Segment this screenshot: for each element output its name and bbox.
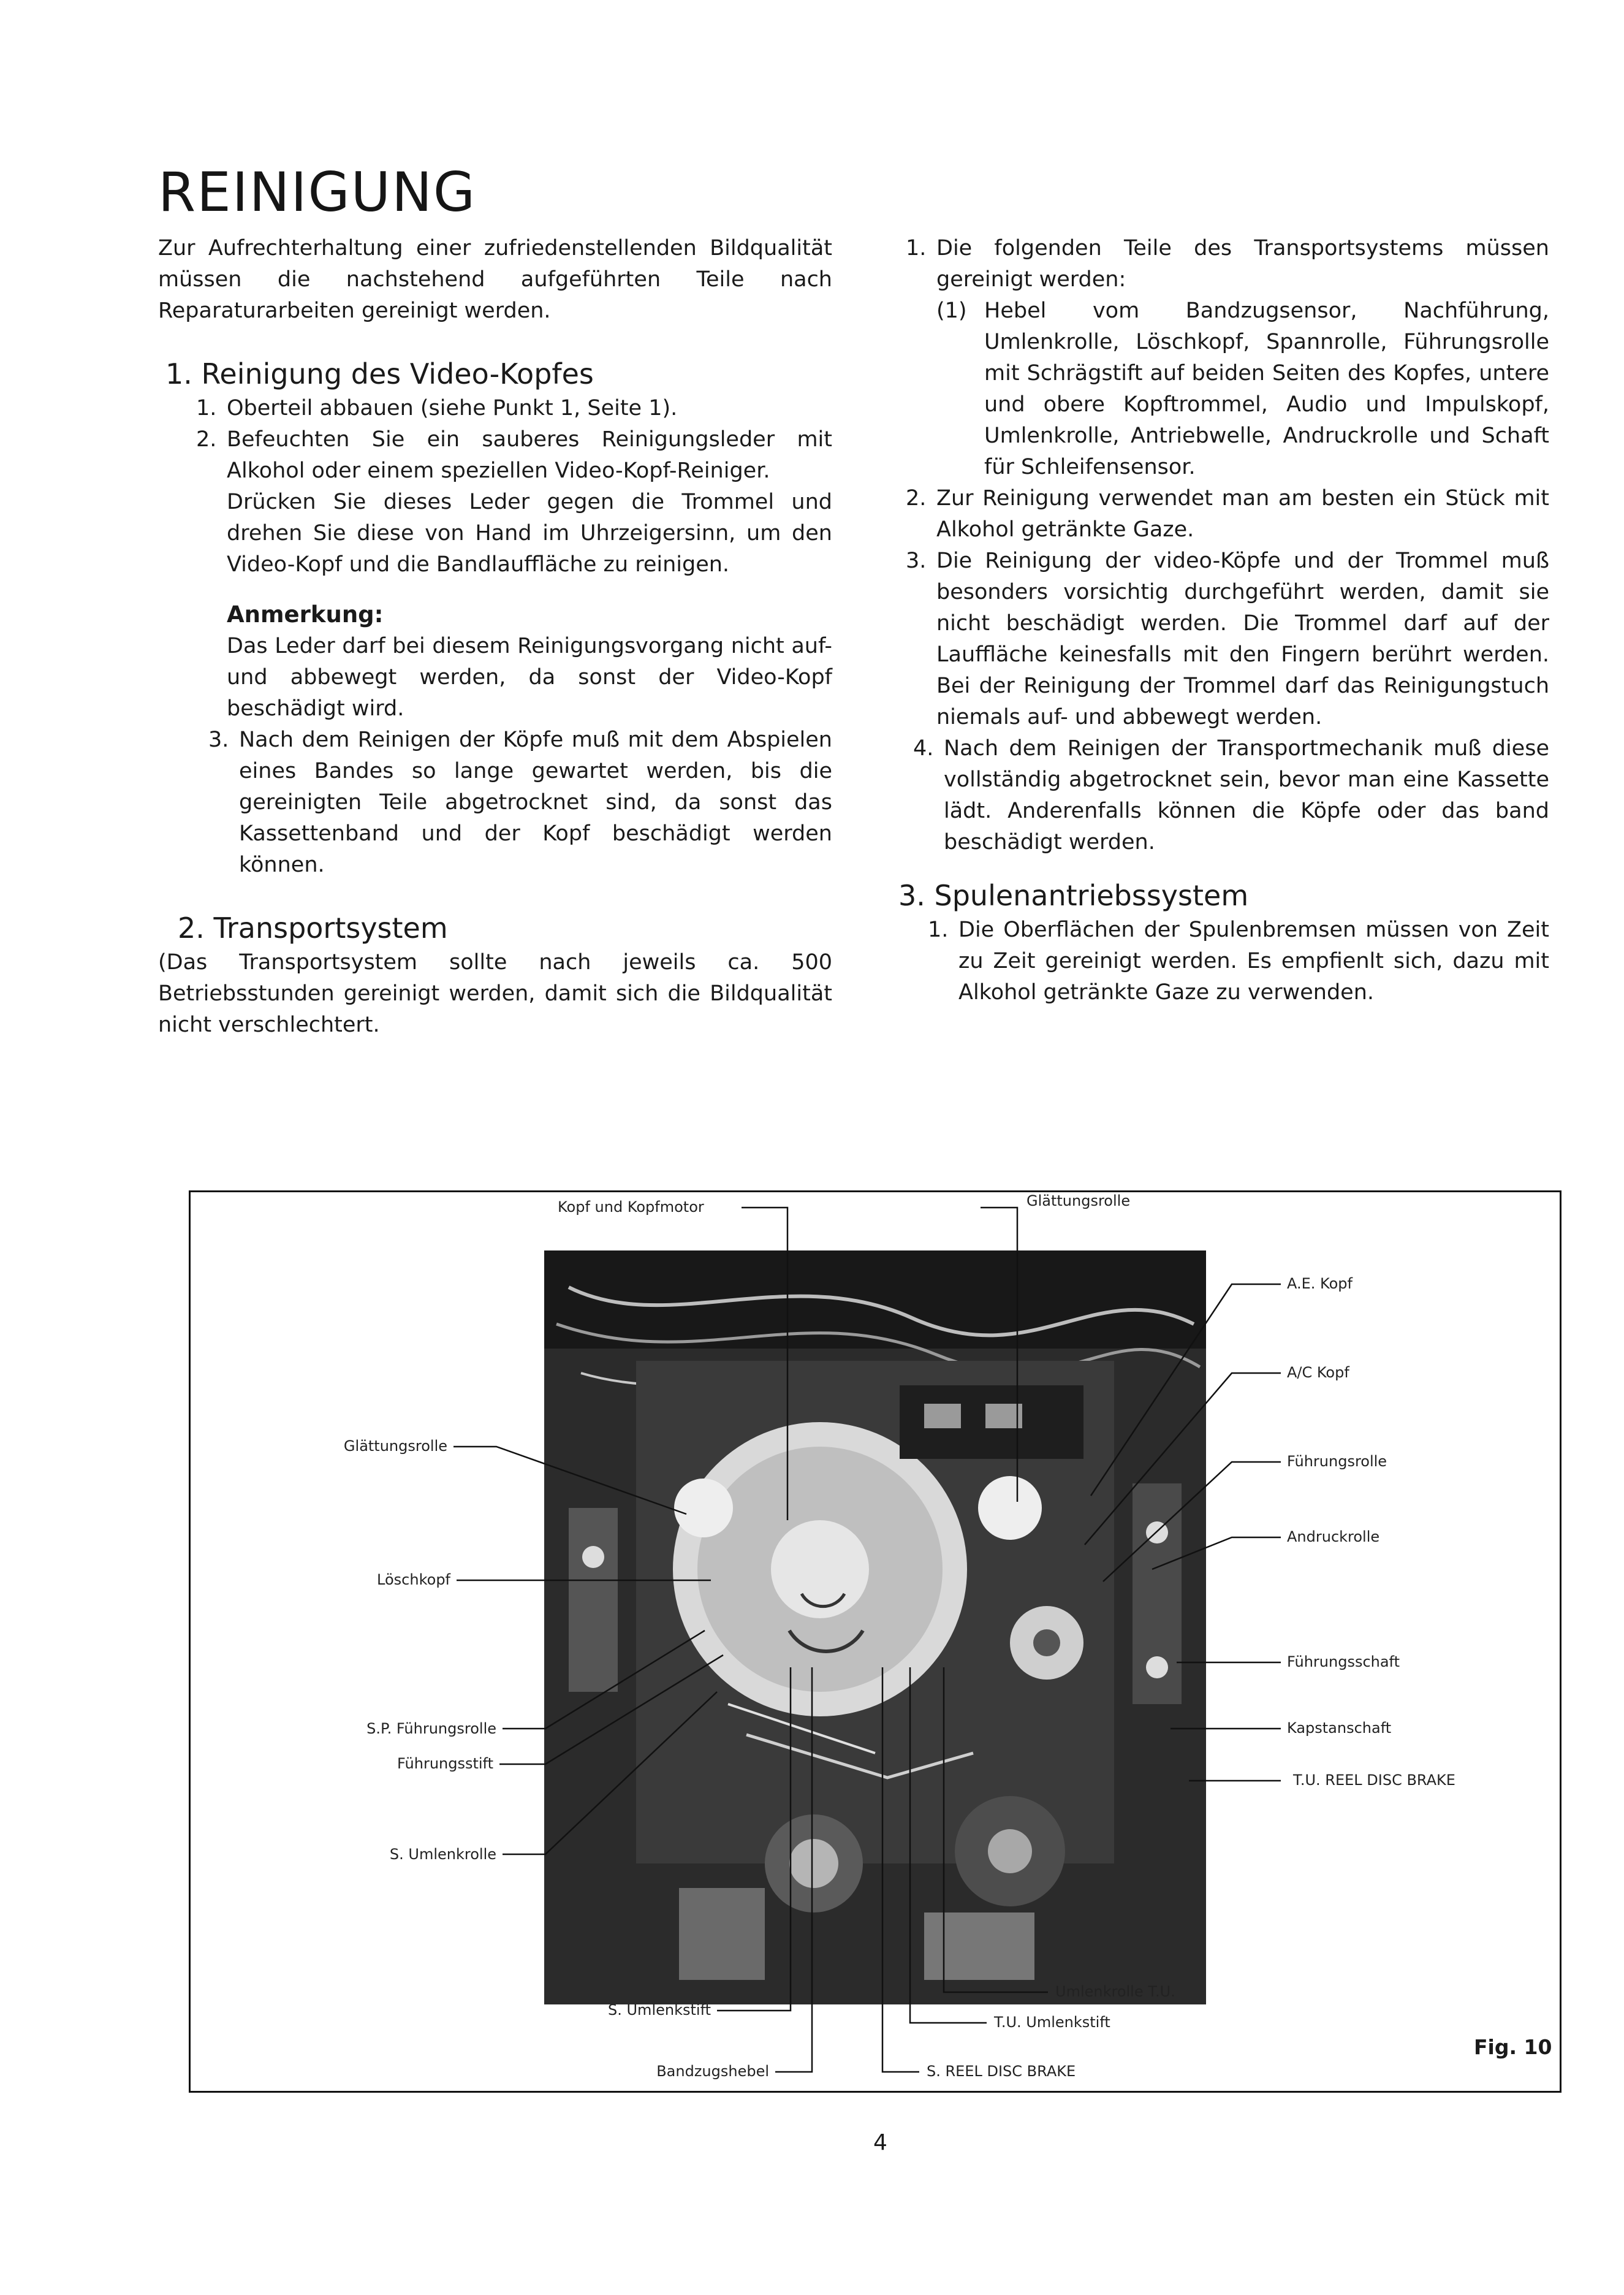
callout-fuehrungsschaft: Führungsschaft: [1287, 1653, 1400, 1670]
callout-umlenkrolle-tu: Umlenkrolle T.U.: [1055, 1983, 1175, 2000]
callout-fuehrungsstift: Führungsstift: [397, 1755, 493, 1772]
section2-intro: (Das Transportsystem sollte nach jeweils ca. 500 Betriebsstunden gereinigt werden, damit sich die Bildqualität nicht verschlechtert.: [158, 950, 832, 1037]
callout-s-umlenkrolle: S. Umlenkrolle: [389, 1846, 496, 1863]
step-number: 1.: [928, 918, 949, 942]
section2-step-1: [906, 233, 1549, 483]
note-heading: Anmerkung:: [227, 601, 384, 628]
callout-ae-kopf: A.E. Kopf: [1287, 1275, 1353, 1292]
page-title: REINIGUNG: [158, 161, 477, 224]
note-text: Das Leder darf bei diesem Reinigungsvorgang nicht auf- und abbewegt werden, da sonst der Video-Kopf beschädigt wird.: [227, 634, 832, 721]
section2-step-3: [906, 546, 1549, 733]
step-number: 2.: [196, 427, 217, 452]
figure-label: Fig. 10: [1474, 2035, 1552, 2059]
step-number: 1.: [196, 396, 217, 421]
step-text-continued: Drücken Sie dieses Leder gegen die Trommel und drehen Sie diese von Hand im Uhrzeigersinn, um den Video-Kopf und die Bandlauffläche zu reinigen.: [227, 490, 832, 577]
section2-heading: 2. Transportsystem: [178, 912, 448, 945]
vcr-mechanism-photo: [544, 1250, 1206, 2004]
callout-andruckrolle: Andruckrolle: [1287, 1528, 1380, 1545]
callout-loeschkopf: Löschkopf: [377, 1571, 450, 1588]
section1-step-1: [196, 393, 832, 424]
section1-heading: 1. Reinigung des Video-Kopfes: [165, 357, 594, 390]
substep-number: (1): [936, 299, 967, 323]
substep-text: Hebel vom Bandzugsensor, Nachführung, Umlenkrolle, Löschkopf, Spannrolle, Führungsrolle mit Schrägstift auf beiden Seiten des Kopfes, untere und obere Kopftrommel, Audio und Impulskopf, Umlenkrolle, Antriebwelle, Andruckrolle und Schaft für Schleifensensor.: [984, 299, 1549, 479]
step-text: Nach dem Reinigen der Köpfe muß mit dem Abspielen eines Bandes so lange gewartet werden, bis die gereinigten Teile abgetrocknet sind, da sonst das Kassettenband und der Kopf beschädigt werden können.: [239, 728, 832, 877]
section1-step-2: [196, 424, 832, 725]
step-number: 3.: [906, 549, 927, 573]
callout-s-reel-disc-brake: S. REEL DISC BRAKE: [927, 2063, 1076, 2080]
step-text: Befeuchten Sie ein sauberes Reinigungsleder mit Alkohol oder einem speziellen Video-Kopf-Reiniger.: [227, 427, 832, 483]
step-text: Die Oberflächen der Spulenbremsen müssen von Zeit zu Zeit gereinigt werden. Es empfienlt sich, dazu mit Alkohol getränkte Gaze zu verwenden.: [958, 918, 1549, 1005]
intro-paragraph: Zur Aufrechterhaltung einer zufriedenstellenden Bildqualität müssen die nachstehend aufgeführten Teile nach Reparaturarbeiten gereinigt werden.: [158, 236, 832, 323]
callout-glaettungsrolle-left: Glättungsrolle: [343, 1437, 447, 1455]
left-column: [158, 233, 832, 1041]
callout-s-umlenkstift: S. Umlenkstift: [608, 2001, 711, 2019]
callout-kapstanschaft: Kapstanschaft: [1287, 1719, 1392, 1737]
step-text: Oberteil abbauen (siehe Punkt 1, Seite 1).: [227, 396, 678, 421]
step-number: 2.: [906, 486, 927, 511]
section1-step-3: [196, 725, 832, 881]
callout-kopf-und-kopfmotor: Kopf und Kopfmotor: [558, 1198, 704, 1216]
step-text: Die folgenden Teile des Transportsystems müssen gereinigt werden:: [936, 236, 1549, 292]
callout-sp-fuehrungsrolle: S.P. Führungsrolle: [366, 1720, 496, 1737]
callout-tu-reel-disc-brake: T.U. REEL DISC BRAKE: [1293, 1772, 1455, 1789]
page-number: 4: [873, 2130, 887, 2155]
callout-glaettungsrolle-top: Glättungsrolle: [1026, 1192, 1131, 1209]
callout-ac-kopf: A/C Kopf: [1287, 1364, 1349, 1381]
callout-tu-umlenkstift: T.U. Umlenkstift: [994, 2014, 1110, 2031]
step-text: Nach dem Reinigen der Transportmechanik muß diese vollständig abgetrocknet sein, bevor man eine Kassette lädt. Anderenfalls können die Köpfe oder das band beschädigt werden.: [944, 736, 1549, 854]
callout-fuehrungsrolle-right: Führungsrolle: [1287, 1453, 1387, 1470]
right-column: [898, 233, 1549, 1008]
step-number: 4.: [913, 736, 934, 761]
step-number: 3.: [208, 728, 229, 752]
section3-step-1: [906, 915, 1549, 1008]
step-text: Zur Reinigung verwendet man am besten ein Stück mit Alkohol getränkte Gaze.: [936, 486, 1549, 542]
section2-step-4: [906, 733, 1549, 858]
section2-substep-1: [936, 295, 1549, 483]
callout-bandzugshebel: Bandzugshebel: [656, 2063, 769, 2080]
step-text: Die Reinigung der video-Köpfe und der Trommel muß besonders vorsichtig durchgeführt werden, damit sie nicht beschädigt werden. Die Trommel darf auf der Lauffläche keinesfalls mit den Fingern berührt werden. Bei der Reinigung der Trommel darf das Reinigungstuch niemals auf- und abbewegt werden.: [936, 549, 1549, 729]
section3-heading: 3. Spulenantriebssystem: [898, 879, 1249, 912]
step-number: 1.: [906, 236, 927, 261]
section2-step-2: [906, 483, 1549, 546]
